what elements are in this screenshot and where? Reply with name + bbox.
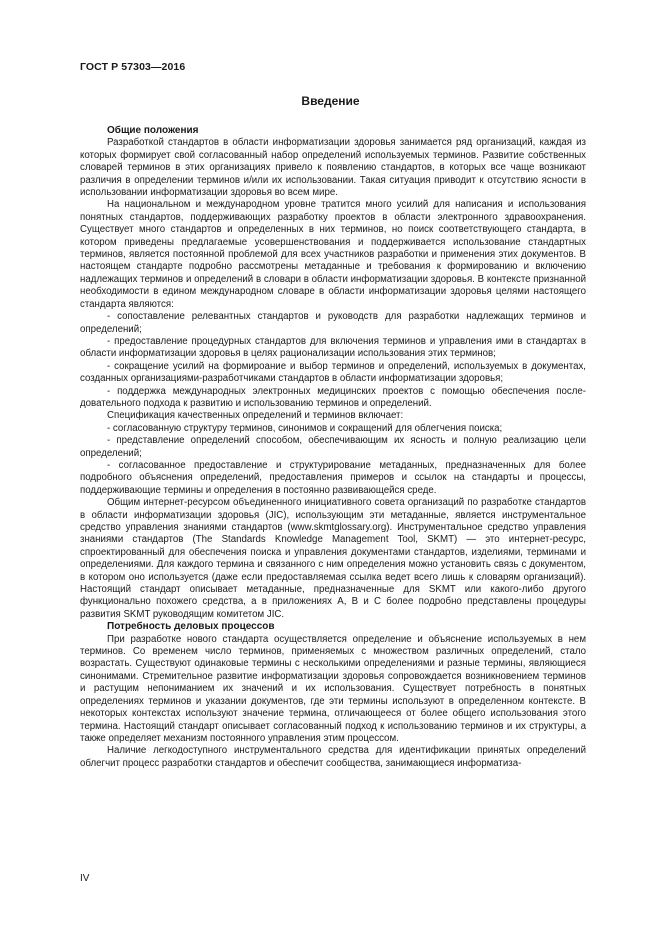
list-item: - представление определений способом, обеспечивающим их ясность и полную реализацию цели определений; [80, 435, 586, 459]
list-item: - сопоставление релевантных стандартов и руководств для разработки надлежащих терминов и определений; [80, 311, 586, 335]
section-heading-business-needs: Потребность деловых процессов [107, 621, 275, 633]
page-number: IV [80, 873, 90, 884]
document-body [80, 125, 586, 770]
list-item: - поддержка международных электронных медицинских проектов с помощью обеспечения последовательного подхода к развитию и использованию терминов и определений. [80, 385, 586, 409]
list-item: - предоставление процедурных стандартов для включения терминов и управления ими в стандартах в области информатизации здоровья в целях рационализации использования этих терминов; [80, 335, 586, 360]
paragraph: Наличие легкодоступного инструментального средства для идентификации принятых определений облегчит процесс разработки стандартов и обеспечит сообщества, занимающиеся информатиза- [80, 745, 586, 769]
paragraph: Разработкой стандартов в области информатизации здоровья занимается ряд организаций, каждая из которых формирует свой согласованный набор определений используемых терминов. Развитие собственных словарей терминов в этих организациях привело к появлению стандартов, в которых все чаще возникают различия в определении терминов и/или их использовании. Такая ситуация приводит к отсутствию ясности в использовании информатизации здоровья во всем мире. [80, 137, 586, 199]
standard-code: ГОСТ Р 57303—2016 [80, 61, 186, 73]
page-title: Введение [301, 94, 360, 108]
paragraph: При разработке нового стандарта осуществляется определение и объяснение используемых в нем терминов. Со временем число терминов, применяемых с множеством различных определений, стало возрастать. Существуют одинаковые термины с несколькими определениями и разные термины, являющиеся синонимами. Стремительное развитие информатизации здоровья сопровождается возникновением терминов и растущим непониманием их значений и их использования. Существует потребность в понятных определениях терминов и указании документов, где эти термины используют в определенном контексте. В некоторых контекстах используют значение термина, отличающееся от более общего использования этого термина. Настоящий стандарт описывает согласованный подход к использованию терминов и их структуры, а также определяет механизм постоянного управления этим процессом. [80, 633, 586, 744]
paragraph: На национальном и международном уровне тратится много усилий для написания и использования понятных стандартов, поддерживающих разработку проектов в области электронного здравоохранения. Существует много стандартов и определенных в них терминов, но поиск соответствующего стандарта, в котором приведены предлагаемые усовершенствования и поддерживается использование стандартных терминов, является постоянной проблемой для всех участников разработки и применения этих документов. В настоящем стандарте подробно рассмотрены метаданные и требования к формированию и включению надлежащих терминов и определений в словари в области информатизации здоровья. В контексте признанной необходимости в едином международном словаре в области информатизации здоровья целями настоящего стандарта являются: [80, 199, 586, 310]
section-heading-general: Общие положения [107, 125, 199, 136]
paragraph: Общим интернет-ресурсом объединенного инициативного совета организаций по разработке стандартов в области информатизации здоровья (JIC), использующим эти метаданные, является инструментальное средство управления знаниями стандартов (www.skmtglossary.org). Инструментальное средство управления знаниями стандартов (The Standards Knowledge Management Tool, SKMT) — это интернет-ресурс, спроектированный для обеспечения поиска и управления документами стандартов, изделиями, терминами и определениями. Для каждого термина и связанного с ним определения можно установить связь с документом, в котором оно используется (даже если предоставляемая ссылка ведет всего лишь к словарям организаций). Настоящий стандарт описывает метаданные, предназначенные для SKMT или какого-либо другого функционально похожего средства, а в приложениях А, В и С более подробно представлены процедуры развития SKMT руководящим комитетом JIC. [80, 497, 586, 620]
paragraph: Спецификация качественных определений и терминов включает: [107, 410, 404, 422]
list-item: - согласованную структуру терминов, синонимов и сокращений для облегчения поиска; [107, 422, 503, 434]
list-item: - сокращение усилий на формироание и выбор терминов и определений, используемых в документах, созданных организациями-разработчиками стандартов в области информатизации здоровья; [80, 360, 586, 385]
list-item: - согласованное предоставление и структурирование метаданных, предназначенных для более подробного объяснения определений, предоставления примеров и ссылок на стандарты и процессы, поддерживающие термины и определения в постоянно развивающейся среде. [80, 459, 586, 496]
